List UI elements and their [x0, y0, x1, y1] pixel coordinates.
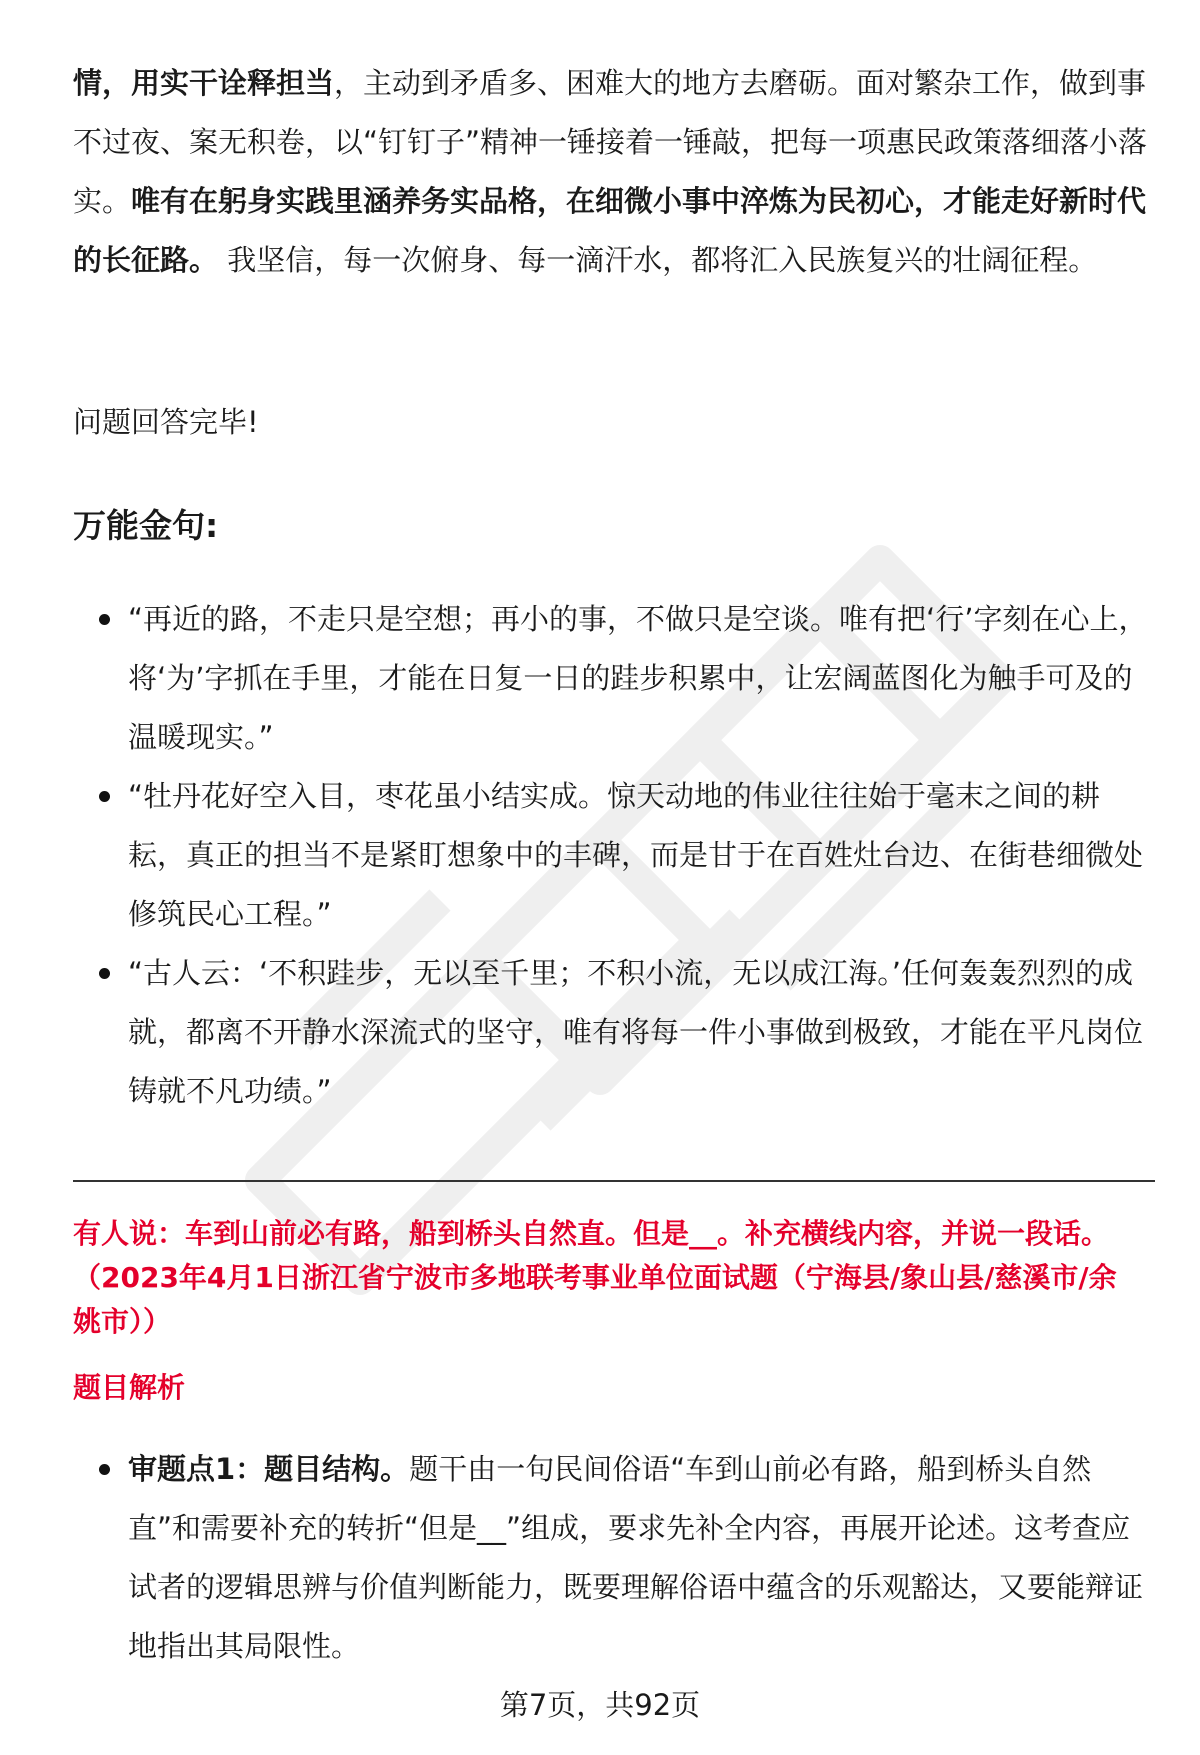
- bullet-dot-icon: [99, 791, 110, 802]
- list-item: [0, 1440, 1148, 1676]
- analysis-point-text: 题干由一句民间俗语“车到山前必有路，船到桥头自然直”和需要补充的转折“但是__”组成，要求先补全内容，再展开论述。这考查应试者的逻辑思辨与价值判断能力，既要理解俗语中蕴含的乐观豁达，又要能辩证地指出其局限性。: [128, 1452, 1144, 1663]
- bullet-dot-icon: [99, 614, 110, 625]
- quote-text: “牡丹花好空入目，枣花虽小结实成。惊天动地的伟业往往始于毫末之间的耕耘，真正的担当不是紧盯想象中的丰碑，而是甘于在百姓灶台边、在街巷细微处修筑民心工程。”: [128, 779, 1144, 931]
- intro-closing: 我坚信，每一次俯身、每一滴汗水，都将汇入民族复兴的壮阔征程。: [218, 243, 1098, 277]
- bullet-dot-icon: [99, 1464, 110, 1475]
- answer-end-text: 问题回答完毕!: [73, 405, 259, 439]
- list-item: [0, 590, 1148, 767]
- question-title: 有人说：车到山前必有路，船到桥头自然直。但是__。补充横线内容，并说一段话。（2023年4月1日浙江省宁波市多地联考事业单位面试题（宁海县/象山县/慈溪市/余姚市））: [73, 1217, 1117, 1338]
- golden-quotes-heading: 万能金句:: [73, 506, 219, 545]
- page-number: 第7页，共92页: [499, 1688, 701, 1722]
- quote-text: “古人云：‘不积跬步，无以至千里；不积小流，无以成江海。’任何轰轰烈烈的成就，都离不开静水深流式的坚守，唯有将每一件小事做到极致，才能在平凡岗位铸就不凡功绩。”: [128, 956, 1144, 1108]
- golden-quotes-list: [0, 590, 1200, 1121]
- quote-text: “再近的路，不走只是空想；再小的事，不做只是空谈。唯有把‘行’字刻在心上，将‘为’字抓在手里，才能在日复一日的跬步积累中，让宏阔蓝图化为触手可及的温暖现实。”: [128, 602, 1148, 754]
- intro-bold-lead: 情，用实干诠释担当: [73, 66, 335, 100]
- section-divider: [73, 1180, 1155, 1182]
- analysis-title: 题目解析: [73, 1371, 186, 1404]
- analysis-list: [0, 1440, 1200, 1676]
- intro-bold-sentence: 唯有在躬身实践里涵养务实品格，在细微小事中淬炼为民初心，才能走好新时代的长征路。: [73, 184, 1147, 277]
- intro-text: ，主动到矛盾多、困难大的地方去磨砺。面对繁杂工作，做到事不过夜、案无积卷，以“钉钉子”精神一锤接着一锤敲，把每一项惠民政策落细落小落实。: [73, 66, 1148, 218]
- analysis-point-label: 审题点1：题目结构。: [128, 1452, 410, 1486]
- list-item: [0, 944, 1148, 1121]
- intro-paragraph: [73, 54, 1153, 290]
- bullet-dot-icon: [99, 968, 110, 979]
- list-item: [0, 767, 1148, 944]
